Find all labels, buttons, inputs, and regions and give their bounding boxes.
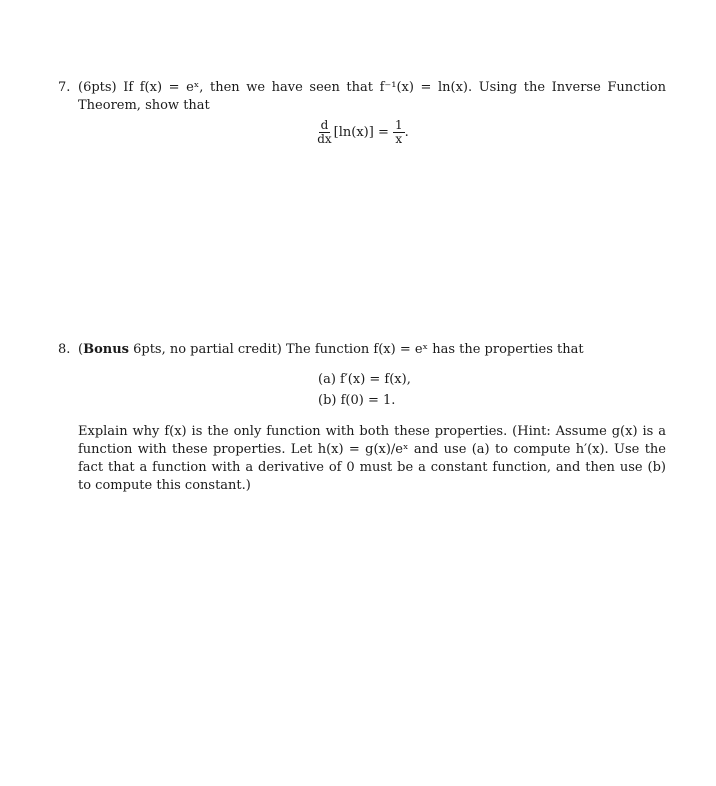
property-a: (a) f′(x) = f(x), [318,372,411,387]
fraction-numerator: d [320,118,329,132]
problem-number: 8. [58,342,71,357]
property-b: (b) f(0) = 1. [318,393,396,408]
fraction-numerator: 1 [394,118,403,132]
properties-list [318,369,666,411]
bonus-label: Bonus [83,342,129,357]
problem-7-statement: (6pts) If f(x) = eˣ, then we have seen that f⁻¹(x) = ln(x). Using the Inverse Function Theorem, show that [78,80,666,113]
open-paren: ( [78,342,84,357]
fraction-denominator: dx [317,132,332,146]
result-fraction [393,119,405,146]
derivative-equation [58,119,666,146]
problem-8-explanation: Explain why f(x) is the only function with both these properties. (Hint: Assume g(x) is a function with these properties. Let h(x) = g(x)/eˣ and use (a) to compute h′(x). Use the fact that a function with a derivative of 0 must be a constant function, and then use (b) to compute this constant.) [78,424,666,493]
problem-7 [58,79,666,146]
problem-8-statement [78,341,666,359]
problem-8 [58,341,666,495]
equation-period: . [404,125,409,140]
problem-8-intro: 6pts, no partial credit) The function f(x) = eˣ has the properties that [128,342,584,357]
problem-number: 7. [58,80,71,95]
fraction-denominator: x [395,132,403,146]
derivative-operator [315,119,333,146]
equation-middle: [ln(x)] = [333,125,393,140]
